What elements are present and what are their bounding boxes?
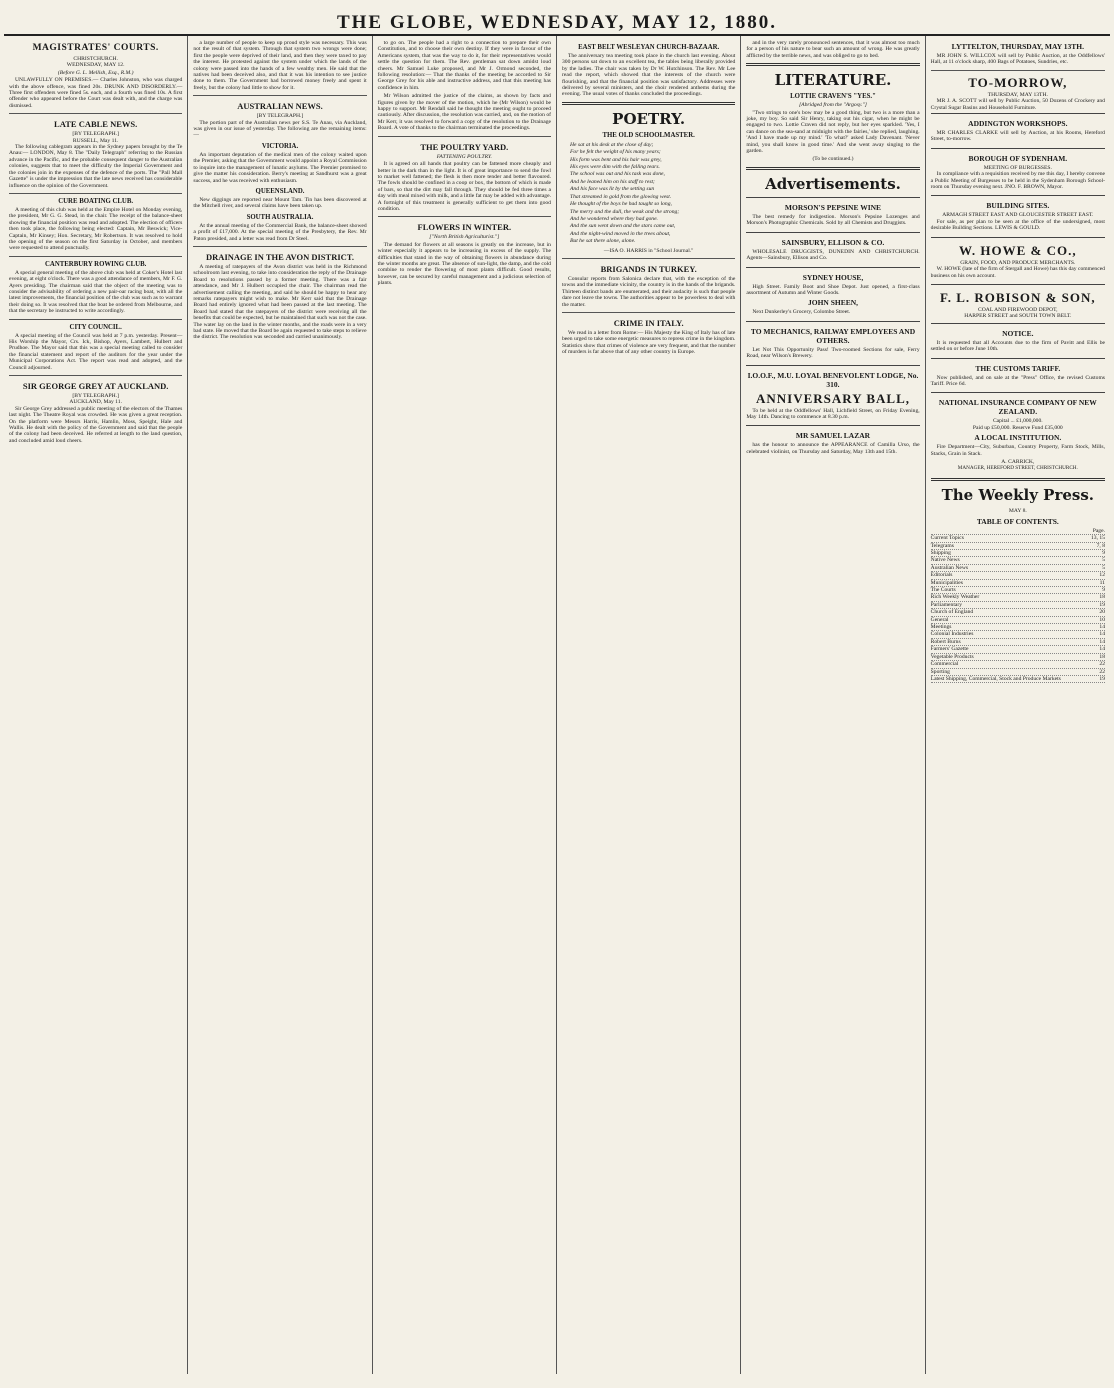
advertisements-heading: Advertisements. xyxy=(765,174,901,193)
victoria-body: An important deputation of the medical men of the colony waited upon the Premier, asking that the Government would appoint a Royal Commission to inquire into the management of lunatic asylums. The Premier promised to give the matter his consideration. Berry's meeting at Sandhurst was a great success, and he was received with enthusiasm. xyxy=(193,151,367,184)
toc-page: 9 xyxy=(1102,587,1105,594)
agent-title: MANAGER, HEREFORD STREET, CHRISTCHURCH. xyxy=(957,465,1078,472)
insurance-paid: Paid up £50,000. Reserve Fund £35,000 xyxy=(972,424,1063,431)
drainage-heading: DRAINAGE IN THE AVON DISTRICT. xyxy=(206,251,354,262)
tomorrow-heading: TO-MORROW, xyxy=(968,74,1068,90)
ad-subtitle: JOHN SHEEN, xyxy=(807,298,858,308)
column-4 xyxy=(557,36,741,1374)
divider xyxy=(9,319,182,320)
church-heading: EAST BELT WESLEYAN CHURCH-BAZAAR. xyxy=(578,44,720,51)
ad-body: In compliance with a requisition received by me this day, I hereby convene a Public Meeting of Burgesses to be held in the Sydenham Borough School-room on Thursday evening next. JNO. F. BROWN, Mayor. xyxy=(930,171,1105,191)
toc-page: 13, 15 xyxy=(1091,535,1105,542)
ad-robison xyxy=(931,284,1105,323)
newspaper-page xyxy=(4,4,1110,1380)
ad-title: THE CUSTOMS TARIFF. xyxy=(975,363,1061,373)
brigands-body: Consular reports from Salonica declare that, with the exception of the towns and the immediate vicinity, the country is in the hands of the brigands. Thirteen distinct bands are enumerated, and their audacity is such that people dare not leave the towns. The authorities appear to be powerless to deal with the matter. xyxy=(561,275,736,308)
insurance-capital: Capital ... £1,000,000. xyxy=(992,418,1043,425)
weekly-press-date: MAY 8. xyxy=(1008,508,1027,515)
magistrates-before: (Before G. L. Mellish, Esq., R.M.) xyxy=(57,69,134,76)
flowers-body: The demand for flowers at all seasons is greatly on the increase, but in winter especially it appears to be increasing in excess of the supply. The difficulties that stand in the way of obtaining flowers in abundance during the winter months are great. The absence of sun-light, the damp, and the cold combine to render the flowering of most plants difficult. Good results, however, can be secured by careful management and a judicious selection of plants. xyxy=(377,241,551,287)
south-australia-heading: SOUTH AUSTRALIA. xyxy=(246,213,314,221)
cable-heading: LATE CABLE NEWS. xyxy=(54,119,138,130)
divider xyxy=(562,258,735,259)
toc-row xyxy=(931,654,1105,661)
toc-page: 9 xyxy=(1102,550,1105,556)
toc-page: 20 xyxy=(1099,609,1105,616)
toc-label: Telegrams xyxy=(930,542,954,549)
toc-page: 18 xyxy=(1099,653,1105,660)
toc-page: 14 xyxy=(1099,624,1105,631)
council-heading: CITY COUNCIL. xyxy=(69,323,122,331)
literature-heading: LITERATURE. xyxy=(774,71,892,90)
crime-body: We read in a letter from Rome:— His Majesty the King of Italy has of late been urged to take some energetic measures to repress crime in the kingdom. Statistics show that crimes of violence are very frequent, and that the number of murders is far above that of any other country in Europe. xyxy=(561,329,736,356)
poetry-heading: POETRY. xyxy=(612,109,686,128)
toc-row xyxy=(931,661,1105,668)
ad-body: It is requested that all Accounts due to the firm of Pavitt and Ellis be settled on or before June 10th. xyxy=(930,339,1105,353)
flowers-source: ["North British Agriculturist."] xyxy=(429,234,500,241)
poem-line: He sat at his desk at the close of day; xyxy=(569,141,654,148)
divider xyxy=(9,256,182,257)
ad-title: SAINSBURY, ELLISON & CO. xyxy=(781,237,885,247)
toc-label: Sporting xyxy=(930,668,950,675)
tomorrow-body: MR J. A. SCOTT will sell by Public Auction, 50 Dozens of Crockery and Crystal Sugar Basins and Household Furniture. xyxy=(930,98,1105,111)
local-institution-heading: A LOCAL INSTITUTION. xyxy=(974,433,1062,443)
toc-row xyxy=(931,587,1105,594)
toc-label: General xyxy=(930,616,949,623)
queensland-body: New diggings are reported near Mount Tam. Tin has been discovered at the Mitchell river, and several claims have been taken up. xyxy=(193,196,367,210)
divider xyxy=(746,167,919,170)
ad-howe xyxy=(931,237,1105,284)
lyttelton-body: MR JOHN S. WILLCOX will sell by Public Auction, at the Oddfellows' Hall, at 11 o'clock sharp, 400 Bags of Potatoes, Sundries, etc. xyxy=(930,53,1105,66)
ad-big-title: W. HOWE & CO., xyxy=(959,242,1077,258)
ad-title: NOTICE. xyxy=(1002,328,1034,338)
toc-row xyxy=(931,609,1105,616)
ad-body: The best remedy for indigestion. Morson's Pepsine Lozenges and Morson's Photographic Chemicals. Sold by all Chemists and Druggists. xyxy=(746,213,920,227)
toc-row xyxy=(931,565,1105,572)
ad-subtitle: COAL AND FIREWOOD DEPOT, xyxy=(978,306,1058,313)
toc-page-header: Page. xyxy=(1092,527,1105,534)
toc-header-row xyxy=(931,528,1105,535)
poem-line: His eyes were dim with the falling tears. xyxy=(569,164,660,171)
victoria-heading: VICTORIA. xyxy=(261,142,299,150)
ad-body: To be held at the Oddfellows' Hall, Lichfield Street, on Friday Evening, May 14th. Dancing to commence at 8.30 p.m. xyxy=(746,407,920,420)
toc-row xyxy=(931,669,1105,676)
rowing-body: A special general meeting of the above club was held at Coker's Hotel last evening, at eight o'clock. There was a good attendance of members, Mr F. G. Ayers presiding. The chairman said that the object of the meeting was to consider the advisability of ordering a new pair-oar racing boat, with all the latest improvements, the financial position of the club was such as to warrant their doing so. It was resolved that the boat be ordered from Melbourne, and that the secretary be instructed to write accordingly. xyxy=(9,269,183,315)
toc-row xyxy=(931,550,1105,557)
australian-heading: AUSTRALIAN NEWS. xyxy=(237,101,323,112)
toc-row xyxy=(931,676,1105,683)
rowing-heading: CANTERBURY ROWING CLUB. xyxy=(45,260,147,268)
column-1 xyxy=(4,36,188,1374)
ad-body: For sale, as per plan to be seen at the office of the undersigned, most desirable Building Sections. LEWIS & GOULD. xyxy=(930,218,1105,232)
toc-page: 14 xyxy=(1099,638,1105,645)
poem-line: That streamed in gold from the glowing west. xyxy=(569,193,672,200)
toc-label: Robert Burns xyxy=(930,638,961,645)
toc-row xyxy=(931,624,1105,631)
divider xyxy=(9,375,182,376)
ad-body: has the honour to announce the APPEARANCE of Camilla Urso, the celebrated violinist, on Thursday and Saturday, May 13th and 15th. xyxy=(746,442,920,455)
ad-body: WHOLESALE DRUGGISTS, DUNEDIN AND CHRISTCHURCH. Agents—Sainsbury, Ellison and Co. xyxy=(746,248,920,262)
toc-label: Latest Shipping, Commercial, Stock and Produce Markets xyxy=(930,675,1061,682)
toc-page: 19 xyxy=(1099,675,1105,682)
drainage-body: A meeting of ratepayers of the Avon district was held in the Richmond schoolroom last evening, to take into consideration the reply of the Drainage Board to resolutions passed by a former meeting. There was a fair attendance, and Mr J. Hulbert occupied the chair. The chairman read the advertisement calling the meeting, and said he should be happy to hear any remarks ratepayers might wish to make. Mr Kerr said that the Drainage Board had entirely ignored what had been passed at the last meeting. The Board had stated that the ratepayers of the district were receiving all the benefits that could be expected, but he maintained that such was not the case. The water lay on the land in the winter months, and the roads were in a very bad state. He moved that the Board be again requested to take steps to relieve the district. The resolution was seconded and carried unanimously. xyxy=(193,263,367,341)
toc-row xyxy=(931,572,1105,579)
ad-title: TO MECHANICS, RAILWAY EMPLOYEES AND OTHERS. xyxy=(750,326,916,345)
toc-list xyxy=(931,535,1105,683)
toc-page: 11 xyxy=(1099,579,1105,586)
divider xyxy=(193,95,366,96)
poem-line: And his face was lit by the setting sun xyxy=(569,186,655,193)
ad-body: Let Not This Opportunity Pass! Two-roomed Sections for sale, Ferry Road, near Wilson's Brewery. xyxy=(746,346,920,360)
ad-morson xyxy=(746,197,919,232)
toc-row xyxy=(931,535,1105,542)
ad-body: Now published, and on sale at the "Press" Office, the revised Customs Tariff. Price 6d. xyxy=(930,374,1105,387)
ad-sydney-house xyxy=(746,267,919,321)
toc-page: 22 xyxy=(1099,668,1105,675)
magistrates-body: UNLAWFULLY ON PREMISES.— Charles Johnston, who was charged with the above offence, was fined 20s. DRUNK AND DISORDERLY.— Three first offenders were fined 5s. each, and a fourth was fined 10s. A first offender who appeared before the Court was dealt with, and the charge was dismissed. xyxy=(9,77,183,109)
toc-label: Vegetable Products xyxy=(930,653,974,660)
magistrates-place: CHRISTCHURCH. xyxy=(73,56,118,62)
australian-byline: [BY TELEGRAPH.] xyxy=(256,113,304,120)
toc-label: Rich Weekly Weather xyxy=(930,594,980,601)
divider xyxy=(9,193,182,194)
ad-big-title: F. L. ROBISON & SON, xyxy=(939,289,1096,305)
grey-byline: [BY TELEGRAPH.] xyxy=(72,393,119,400)
poem-title: THE OLD SCHOOLMASTER. xyxy=(602,131,695,139)
brigands-heading: BRIGANDS IN TURKEY. xyxy=(600,263,697,274)
poem-line: The school was out and his task was done, xyxy=(569,171,665,178)
agent-name: A. CARRICK, xyxy=(1001,458,1035,465)
divider xyxy=(931,478,1105,481)
toc-page: 14 xyxy=(1099,646,1105,653)
toc-row xyxy=(931,617,1105,624)
divider xyxy=(378,136,551,137)
ad-title: BUILDING SITES. xyxy=(986,201,1050,211)
toc-row xyxy=(931,580,1105,587)
weekly-press-heading: The Weekly Press. xyxy=(941,486,1095,505)
toc-page: 12 xyxy=(1099,572,1105,579)
toc-heading: TABLE OF CONTENTS. xyxy=(976,516,1059,526)
ad-title: SYDNEY HOUSE, xyxy=(802,272,864,282)
cable-place: RUSSELL, May 11. xyxy=(72,137,119,144)
magistrates-heading: MAGISTRATES' COURTS. xyxy=(32,43,159,53)
australian-intro: The portion part of the Australian news per S.S. Te Anau, via Auckland, was given in our issue of yesterday. The following are the remaining items:— xyxy=(193,119,367,139)
toc-page: 5 xyxy=(1102,557,1105,564)
toc-row xyxy=(931,543,1105,550)
poem-body xyxy=(570,142,735,245)
ad-lazar xyxy=(746,425,919,460)
poem-author: —ISA O. HARRIS in "School Journal." xyxy=(603,247,694,254)
poem-line: But he sat there alone, alone. xyxy=(569,238,636,245)
toc-label: Current Topics xyxy=(930,535,964,542)
toc-label: Australian News xyxy=(930,564,969,571)
poultry-body: It is agreed on all hands that poultry can be fattened more cheaply and better in the dark than in the light. It is of great importance to send the fowl to market well fattened; the flesh is then more tender and better flavoured. The fowls should be confined in a coop or box, the bottom of which is made of bars, so that the dirt may fall through. They should be fed three times a day with meal mixed with milk, and a little fat may be added with advantage. A fortnight of this treatment is generally sufficient to get them into good condition. xyxy=(377,161,551,212)
toc-page: 22 xyxy=(1099,661,1105,668)
meeting-continued-body: to go on. The people had a right to a connection to prepare their own Constitution, and to choose their own destiny. If they were in favour of the Americans system, that was the way to do it, for their representatives would settle the question for them. The Rev. gentleman sat down amidst loud cheers. Mr Samuel Luke proposed, and Mr J. Ormond seconded, the following resolution:— That the thanks of the meeting be accorded to Sir George Grey for his able and instructive address, and that this meeting has confidence in him. xyxy=(377,40,551,91)
toc-row xyxy=(931,631,1105,638)
toc-label: Parliamentary xyxy=(930,601,963,608)
story-source: [Abridged from the "Argosy."] xyxy=(798,102,867,109)
toc-label: Commercial xyxy=(930,661,959,668)
toc-label: The Courts xyxy=(930,587,956,594)
ad-addington xyxy=(931,113,1105,148)
ad-mechanics xyxy=(746,321,919,365)
council-body: A special meeting of the Council was held at 7 p.m. yesterday. Present—His Worship the Mayor, Crs. Ick, Bishop, Ayers, Lambert, Hulbert and Prudhoe. The Mayor said that this was a special meeting called to consider the financial statement and report of the auditors for the year under the Municipal Corporations Act. The report was read and adopted, and the Council adjourned. xyxy=(9,332,183,371)
cable-byline: [BY TELEGRAPH.] xyxy=(72,131,119,138)
grey-place: AUCKLAND, May 11. xyxy=(69,399,122,406)
poultry-heading: THE POULTRY YARD. xyxy=(420,141,509,152)
tomorrow-date: THURSDAY, MAY 13TH. xyxy=(987,91,1048,98)
ad-customs xyxy=(931,358,1105,393)
ad-sainsbury xyxy=(746,232,919,267)
toc-page: 10 xyxy=(1099,616,1105,623)
toc-page: 19 xyxy=(1099,601,1105,608)
columns xyxy=(4,36,1110,1374)
club-heading: CURE BOATING CLUB. xyxy=(58,197,134,205)
ad-ball xyxy=(746,365,919,426)
ad-notice xyxy=(931,323,1105,358)
ad-title: NATIONAL INSURANCE COMPANY OF NEW ZEALAND. xyxy=(938,398,1097,417)
story-continued: (To be continued.) xyxy=(812,156,854,163)
story-body: "Two strings to one's bow may be a good thing, but two is a more than a joke, my boy. So said Sir Henry, taking out his cigar, when he might be engaged to two. Lottie Craven did not reply, but her eyes sparkled. 'Yes, I can dance on the sea-sand at midnight with the fairies,' she replied, laughing. 'And I have made up my mind.' 'To what?' asked Lady Davenant. 'Never mind, you shall know in good time.' And she went away singing to the garden. xyxy=(746,109,920,155)
divider xyxy=(378,216,551,217)
toc-page: 18 xyxy=(1099,594,1105,601)
column-5 xyxy=(741,36,925,1374)
divider xyxy=(9,113,182,114)
wilson-body: Mr Wilson admitted the justice of the claims, as shown by facts and figures given by the mover of the motion, which he (Mr Wilson) would be happy to support. Mr Rendall said he thought the meeting ought to proceed cautiously. After discussion, the resolution was carried, and, on the motion of Mr Kerr, it was resolved to forward a copy of the resolution to the Drainage Board. A vote of thanks to the chairman terminated the proceedings. xyxy=(377,93,551,132)
grey-continued-body: a large number of people to keep up proud style was necessary. This was not the result of that system. Through that system two wrongs were done; first the people were deprived of their land, and then they were taxed to pay the interest. He protested against the system under which the lands of the colony were passed into the hands of a few wealthy men. He said that the natives had been deceived also, and that it was his intention to see justice done to them. The Government had borrowed money freely and spent it freely, but the colony had little to show for it. xyxy=(193,40,367,91)
ad-body: W. HOWE (late of the firm of Stergall and Howe) has this day commenced business on his own account. xyxy=(930,266,1105,279)
poem-line: His form was bent and his hair was grey, xyxy=(569,156,662,163)
magistrates-date: WEDNESDAY, MAY 12. xyxy=(66,62,125,69)
toc-row xyxy=(931,557,1105,564)
toc-label: Colonial Industries xyxy=(930,631,974,638)
toc-row xyxy=(931,646,1105,653)
ad-sydenham xyxy=(931,148,1105,196)
masthead-title: THE GLOBE, WEDNESDAY, MAY 12, 1880. xyxy=(336,12,778,33)
ad-body: High Street. Family Boot and Shoe Depot. Just opened, a first-class assortment of Autumn and Winter Goods. xyxy=(746,283,920,296)
divider xyxy=(562,312,735,313)
toc-row xyxy=(931,639,1105,646)
toc-page: 7, 8 xyxy=(1096,542,1105,549)
poem-line: He thought of the boys he had taught so long, xyxy=(569,201,672,208)
column-3 xyxy=(373,36,557,1374)
poem-line: And he wondered where they had gone. xyxy=(569,215,658,222)
flowers-heading: FLOWERS IN WINTER. xyxy=(417,222,512,233)
column-5-top-body: and in the very rarely pronounced sentences, that it was almost too much for a person of his nature to bear such an amount of wrong. He was greatly afflicted by the terrible news, and was obliged to go to bed. xyxy=(746,40,920,59)
divider xyxy=(746,63,919,66)
south-australia-body: At the annual meeting of the Commercial Bank, the balance-sheet showed a profit of £17,000. At the special meeting of the Presbytery, the Rev. Mr Paton presided, and a letter was read from Dr Steel. xyxy=(193,222,367,242)
ad-building-sites xyxy=(931,195,1105,236)
poem-line: And the night-wind moved in the trees about, xyxy=(569,230,671,237)
grey-heading: SIR GEORGE GREY AT AUCKLAND. xyxy=(22,381,169,392)
ad-title: BOROUGH OF SYDENHAM. xyxy=(968,153,1068,163)
toc-row xyxy=(931,594,1105,601)
toc-page: 14 xyxy=(1099,631,1105,638)
column-6 xyxy=(926,36,1110,1374)
poultry-subheading: FATTENING POULTRY. xyxy=(436,153,492,160)
queensland-heading: QUEENSLAND. xyxy=(255,187,305,195)
toc-label: Farmers' Gazette xyxy=(930,646,969,653)
divider xyxy=(562,102,735,105)
toc-label: Municipalities xyxy=(930,579,963,586)
ad-title: ADDINGTON WORKSHOPS. xyxy=(968,119,1068,129)
toc-label: Meetings xyxy=(930,624,952,631)
poem-line: For he felt the weight of his many years; xyxy=(569,149,661,156)
ad-body: Next Dunkerley's Grocery, Colombo Street. xyxy=(752,309,851,316)
toc-page: 5 xyxy=(1102,564,1105,571)
masthead xyxy=(4,4,1110,36)
club-body: A meeting of this club was held at the Empire Hotel on Monday evening, the president, Mr G. G. Stead, in the chair. The receipt of the balance-sheet showing the financial position was read and adopted. The election of officers then took place, the following being elected: Captain, Mr Beswick; Vice-Captain, Mr Kinsey; Hon. Secretary, Mr Robertson. It was resolved to hold the opening of the season on the first Saturday in October, and members were requested to attend punctually. xyxy=(9,206,183,252)
ad-big-title: ANNIVERSARY BALL, xyxy=(755,390,910,406)
poem-line: And he leaned him on his staff to rest; xyxy=(569,178,655,185)
church-body: The anniversary tea meeting took place in the church last evening. About 300 persons sat down to an excellent tea, the tables being liberally provided by the ladies. The chair was taken by Dr W. Hutchinson. The Rev. Mr Lee read the report, which showed that the interests of the church were flourishing, and that the financial position was satisfactory. Addresses were delivered by several ministers, and the choir rendered anthems during the evening. The usual votes of thanks concluded the proceedings. xyxy=(561,53,736,98)
poem-line: And the sun went down and the stars came out, xyxy=(569,223,676,230)
grey-body: Sir George Grey addressed a public meeting of the electors of the Thames last night. The Theatre Royal was crowded. He was given a great reception. On the platform were Messrs Harris, Hamlin, Moss, Speight, Hale and Wallis. He dealt with the policy of the Government and said that the people of the colony had been deceived. He referred at length to the land question, and concluded amid loud cheers. xyxy=(9,405,183,444)
lyttelton-heading: LYTTELTON, THURSDAY, MAY 13TH. xyxy=(951,42,1084,51)
column-2 xyxy=(188,36,372,1374)
crime-heading: CRIME IN ITALY. xyxy=(613,317,684,328)
poem-line: The merry and the dull, the weak and the strong; xyxy=(569,208,680,215)
ad-title: I.O.O.F., M.U. LOYAL BENEVOLENT LODGE, No. 310. xyxy=(747,370,919,389)
cable-body: The following cablegram appears in the Sydney papers brought by the Te Anau:— LONDON, May 8. The "Daily Telegraph" referring to the Russian advance in the Pacific, and the probable consequent danger to the Australian colonies, suggests that to meet the difficulty the Imperial Government and the colonies join in the expenses of the defence of the ports. The "Pall Mall Gazette" is under the impression that the late news received has considerable influence on the opinion of the Government. xyxy=(9,144,183,189)
story-title: LOTTIE CRAVEN'S "YES." xyxy=(790,93,876,101)
ad-title: MORSON'S PEPSINE WINE xyxy=(784,202,882,212)
ad-title: MR SAMUEL LAZAR xyxy=(795,431,871,441)
divider xyxy=(193,246,366,247)
toc-label: Editorials xyxy=(930,572,953,579)
local-institution-body: Fire Department—City, Suburban, Country Property, Farm Stock, Mills, Stacks, Grain in Stack. xyxy=(930,444,1105,457)
ad-insurance xyxy=(931,392,1105,474)
ad-subtitle: MEETING OF BURGESSES. xyxy=(983,164,1052,171)
toc-label: Church of England xyxy=(930,609,974,616)
divider xyxy=(931,70,1105,71)
toc-label: Native News xyxy=(930,557,960,564)
ad-subtitle: GRAIN, FOOD, AND PRODUCE MERCHANTS. xyxy=(960,259,1076,266)
ad-subtitle: ARMAGH STREET EAST AND GLOUCESTER STREET EAST. xyxy=(942,212,1094,219)
toc-label: Shipping xyxy=(930,550,951,556)
ad-body: MR CHARLES CLARKE will sell by Auction, at his Rooms, Hereford Street, to-morrow. xyxy=(930,130,1105,143)
ad-body: HARPER STREET and SOUTH TOWN BELT. xyxy=(964,313,1072,320)
